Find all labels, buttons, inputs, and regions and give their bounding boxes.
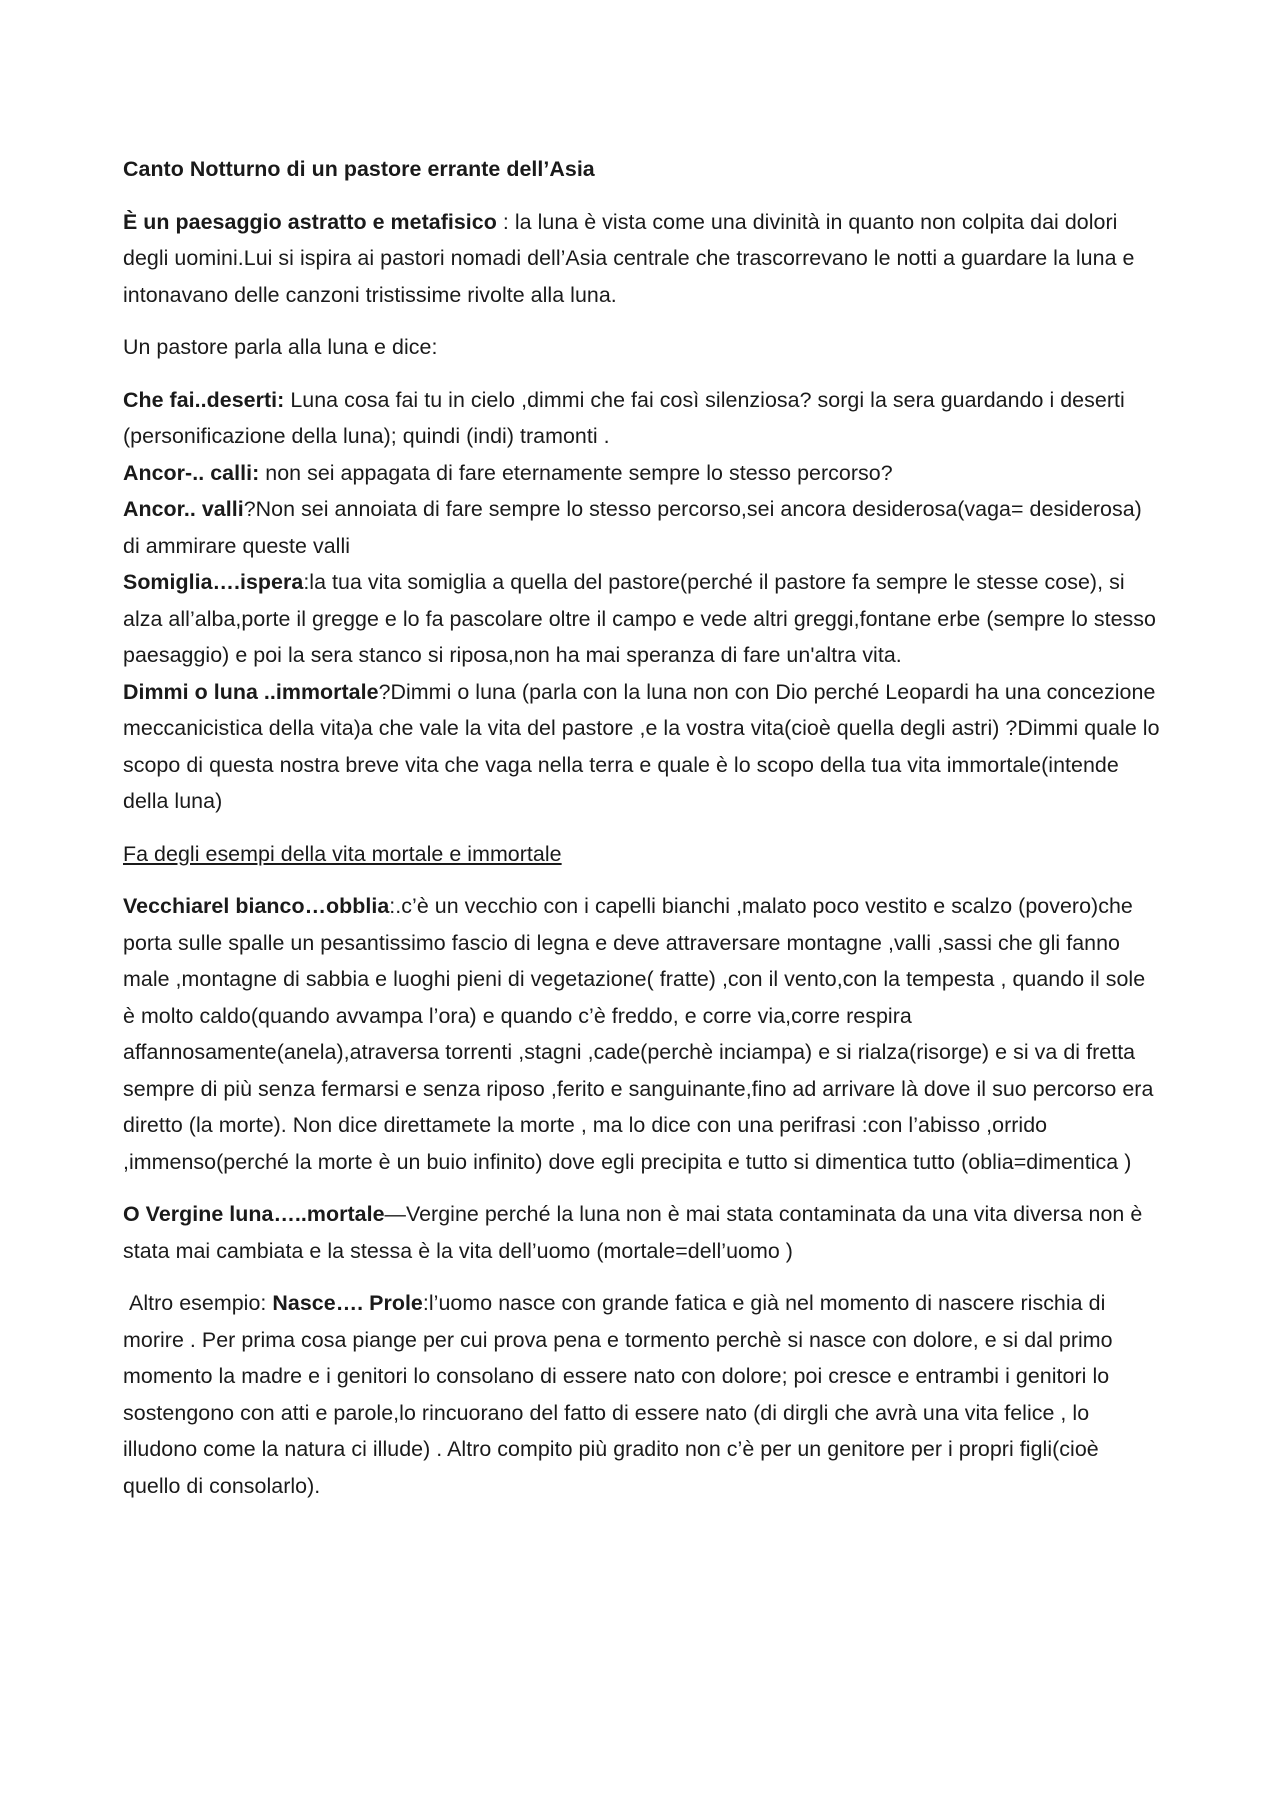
commentary-paragraph [123,455,1160,492]
intro-text: : la luna è vista come una divinità in quanto non colpita dai dolori degli uomini.Lui si ispira ai pastori nomadi dell’Asia centrale che trascorrevano le notti a guardare la luna e intonavano delle canzoni tristissime rivolte alla luna. [123,209,1135,307]
verse-reference: Somiglia….ispera [123,570,304,594]
verse-reference: Vecchiarel bianco…obblia [123,894,390,918]
example-paragraph [123,888,1160,1180]
commentary-paragraph [123,491,1160,564]
verse-reference: O Vergine luna…..mortale [123,1202,385,1226]
intro-paragraph [123,204,1160,314]
verse-reference: Ancor-.. calli: [123,460,260,485]
lead-paragraph: Un pastore parla alla luna e dice: [123,335,438,359]
commentary-text: :la tua vita somiglia a quella del pastore(perché il pastore fa sempre le stesse cose), si alza all’alba,porte il gregge e lo fa pascolare oltre il campo e vede altri greggi,fontane erbe (sempre lo stesso paesaggio) e poi la sera stanco si riposa,non ha mai speranza di fare un'altra vita. [123,570,1156,667]
verse-reference: Dimmi o luna ..immortale [123,679,379,704]
intro-bold: È un paesaggio astratto e metafisico [123,209,497,234]
title-text: Canto Notturno di un pastore errante dell’Asia [123,157,595,181]
example-prefix: Altro esempio: [123,1291,273,1315]
example-paragraph [123,1196,1160,1269]
section-subheading [123,836,1160,873]
commentary-text: ?Non sei annoiata di fare sempre lo stesso percorso,sei ancora desiderosa(vaga= desiderosa) di ammirare queste valli [123,497,1142,558]
commentary-text: Luna cosa fai tu in cielo ,dimmi che fai così silenziosa? sorgi la sera guardando i deserti (personificazione della luna); quindi (indi) tramonti . [123,387,1125,448]
verse-commentary-block [123,382,1160,820]
verse-reference: Ancor.. valli [123,497,244,521]
commentary-text: non sei appagata di fare eternamente sempre lo stesso percorso? [259,460,893,485]
commentary-text: ?Dimmi o luna (parla con la luna non con Dio perché Leopardi ha una concezione meccanicistica della vita)a che vale la vita del pastore ,e la vostra vita(cioè quella degli astri) ?Dimmi quale lo scopo di questa nostra breve vita che vaga nella terra e quale è lo scopo della tua vita immortale(intende della luna) [123,679,1160,813]
page-title [123,151,1160,188]
verse-reference: Nasce…. Prole [272,1291,423,1315]
example-paragraph [123,1285,1160,1504]
commentary-paragraph [123,382,1160,455]
example-text: —Vergine perché la luna non è mai stata contaminata da una vita diversa non è stata mai cambiata e la stessa è la vita dell’uomo (mortale=dell’uomo ) [123,1202,1143,1263]
commentary-paragraph [123,564,1160,674]
verse-reference: Che fai..deserti: [123,387,285,412]
commentary-paragraph [123,674,1160,820]
subheading-text: Fa degli esempi della vita mortale e immortale [123,841,562,866]
example-text: :.c’è un vecchio con i capelli bianchi ,malato poco vestito e scalzo (povero)che porta sulle spalle un pesantissimo fascio di legna e deve attraversare montagne ,valli ,sassi che gli fanno male ,montagne di sabbia e luoghi pieni di vegetazione( fratte) ,con il vento,con la tempesta , quando il sole è molto caldo(quando avvampa l’ora) e quando c’è freddo, e corre via,corre respira affannosamente(anela),atraversa torrenti ,stagni ,cade(perchè inciampa) e si rialza(risorge) e si va di fretta sempre di più senza fermarsi e senza riposo ,ferito e sanguinante,fino ad arrivare là dove il suo percorso era diretto (la morte). Non dice direttamete la morte , ma lo dice con una perifrasi :con l’abisso ,orrido ,immenso(perché la morte è un buio infinito) dove egli precipita e tutto si dimentica tutto (oblia=dimentica ) [123,894,1154,1174]
example-text: :l’uomo nasce con grande fatica e già nel momento di nascere rischia di morire . Per prima cosa piange per cui prova pena e tormento perchè si nasce con dolore, e si dal primo momento la madre e i genitori lo consolano di essere nato con dolore; poi cresce e entrambi i genitori lo sostengono con atti e parole,lo rincuorano del fatto di essere nato (di dirgli che avrà una vita felice , lo illudono come la natura ci illude) . Altro compito più gradito non c’è per un genitore per i propri figli(cioè quello di consolarlo). [123,1291,1119,1498]
